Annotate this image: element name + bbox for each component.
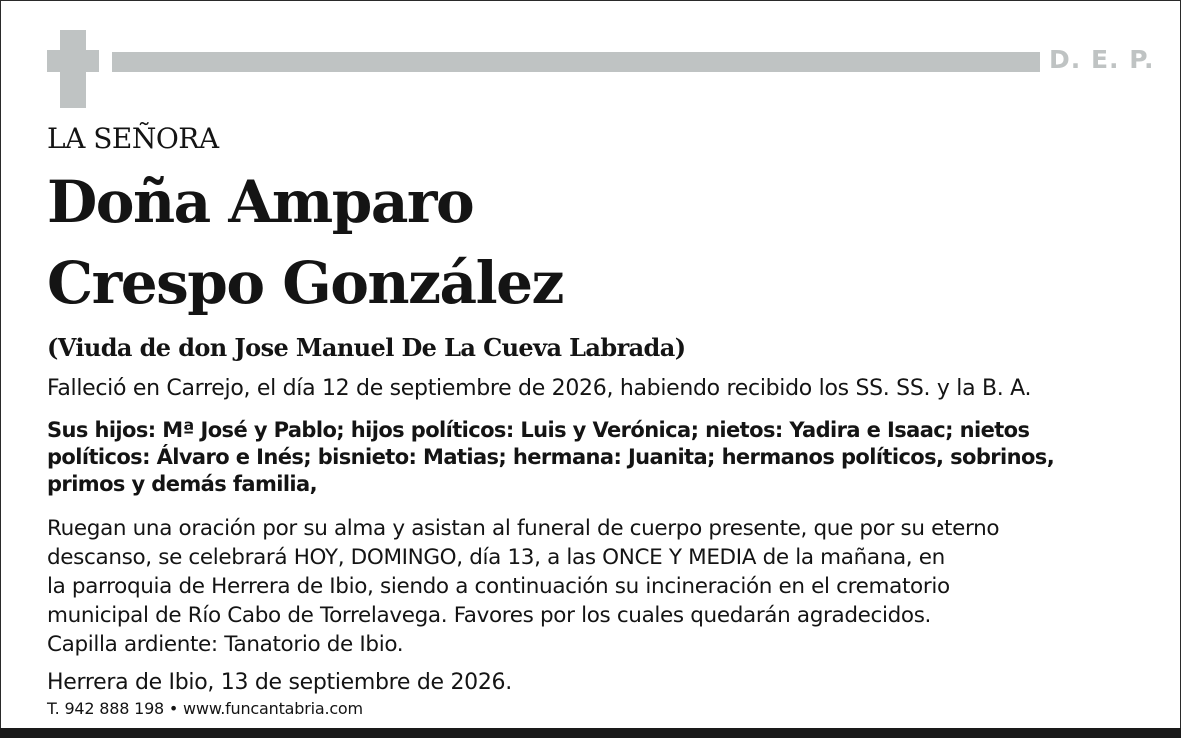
- widow-of: (Viuda de don Jose Manuel De La Cueva Labrada): [47, 333, 686, 362]
- cross-icon-arm: [47, 50, 99, 72]
- title-prefix: LA SEÑORA: [47, 122, 219, 155]
- death-statement: Falleció en Carrejo, el día 12 de septiembre de 2026, habiendo recibido los SS. SS. y la B. A.: [47, 376, 1032, 401]
- contact-info: T. 942 888 198 • www.funcantabria.com: [47, 699, 363, 718]
- header-rule: [112, 52, 1040, 72]
- dep-label: D. E. P.: [1049, 45, 1155, 74]
- request-line: Ruegan una oración por su alma y asistan al funeral de cuerpo presente, que por su eterno: [47, 516, 1000, 541]
- place-date: Herrera de Ibio, 13 de septiembre de 2026.: [47, 670, 512, 695]
- bottom-bar: [0, 728, 1181, 738]
- funeral-request: [47, 514, 1157, 659]
- deceased-name-line1: Doña Amparo: [47, 168, 474, 236]
- family-line: Sus hijos: Mª José y Pablo; hijos políticos: Luis y Verónica; nietos: Yadira e Isaac; nietos: [47, 418, 1030, 442]
- request-line: Capilla ardiente: Tanatorio de Ibio.: [47, 632, 404, 657]
- deceased-name-line2: Crespo González: [47, 249, 563, 317]
- family-list: [47, 417, 1147, 498]
- request-line: la parroquia de Herrera de Ibio, siendo a continuación su incineración en el crematorio: [47, 574, 950, 599]
- family-line: primos y demás familia,: [47, 472, 317, 496]
- request-line: municipal de Río Cabo de Torrelavega. Favores por los cuales quedarán agradecidos.: [47, 603, 932, 628]
- request-line: descanso, se celebrará HOY, DOMINGO, día 13, a las ONCE Y MEDIA de la mañana, en: [47, 545, 945, 570]
- family-line: políticos: Álvaro e Inés; bisnieto: Matias; hermana: Juanita; hermanos políticos, sobrinos,: [47, 445, 1055, 469]
